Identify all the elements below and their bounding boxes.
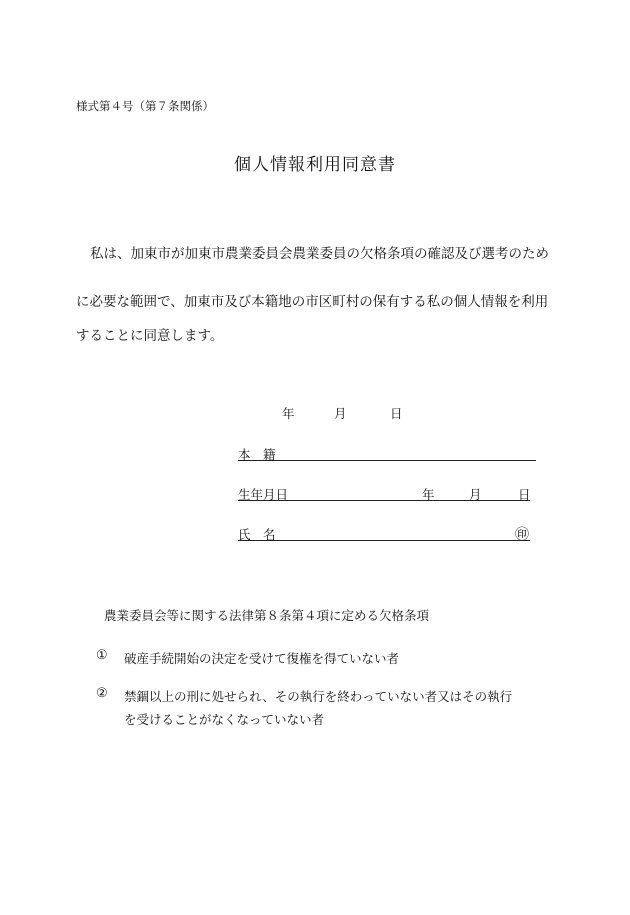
birth-month-label: 月: [469, 487, 482, 502]
consent-text-line-2: に必要な範囲で、加東市及び本籍地の市区町村の保有する私の個人情報を利用: [76, 294, 549, 310]
consent-text-line-3: することに同意します。: [76, 328, 224, 344]
seal-mark: ㊞: [515, 527, 529, 543]
item-1-text: 破産手続開始の決定を受けて復権を得ていない者: [124, 651, 400, 666]
item-2-number: ②: [96, 686, 108, 701]
birthdate-field-line[interactable]: [238, 500, 530, 501]
name-label: 氏 名: [238, 527, 276, 542]
birth-year-label: 年: [422, 487, 435, 502]
disqualification-heading: 農業委員会等に関する法律第８条第４項に定める欠格条項: [104, 608, 430, 623]
form-number: 様式第４号（第７条関係）: [76, 99, 214, 113]
page-title: 個人情報利用同意書: [234, 155, 396, 175]
birthdate-label: 生年月日: [238, 487, 289, 502]
name-field-line[interactable]: [238, 540, 530, 541]
birth-day-label: 日: [518, 487, 531, 502]
domicile-field-line[interactable]: [238, 460, 536, 461]
date-month-label: 月: [334, 406, 347, 421]
domicile-label: 本 籍: [238, 447, 276, 462]
item-2-text-continued: を受けることがなくなっていない者: [124, 712, 325, 727]
date-year-label: 年: [282, 406, 295, 421]
item-1-number: ①: [96, 648, 108, 663]
date-day-label: 日: [390, 406, 403, 421]
item-2-text: 禁錮以上の刑に処せられ、その執行を終わっていない者又はその執行: [124, 689, 513, 704]
consent-text-line-1: 私は、加東市が加東市農業委員会農業委員の欠格条項の確認及び選考のため: [90, 246, 549, 262]
